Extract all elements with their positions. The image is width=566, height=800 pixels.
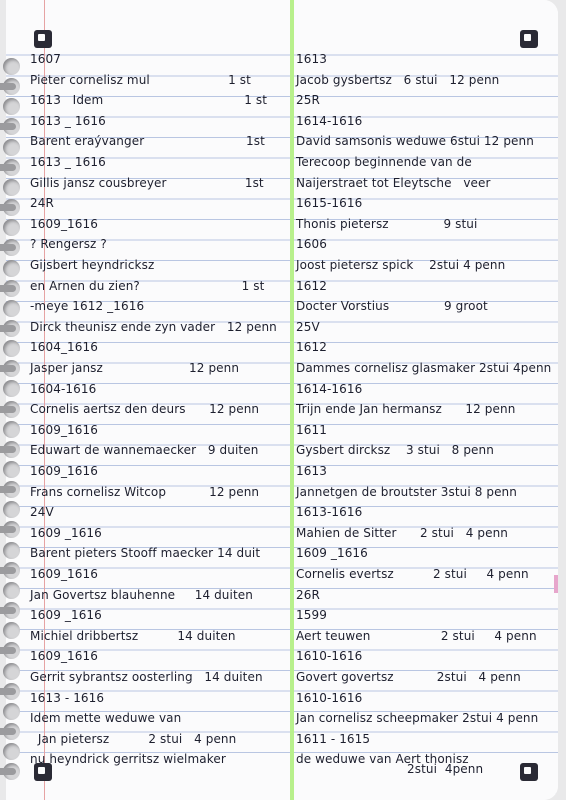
ledger-entry: Terecoop beginnende van de: [296, 155, 472, 169]
ledger-entry: Jasper jansz 12 penn: [30, 361, 240, 375]
center-green-divider: [290, 0, 294, 800]
ledger-entry: 24V: [30, 505, 54, 520]
ledger-entry: Dammes cornelisz glasmaker 2stui 4penn: [296, 361, 552, 375]
ledger-entry: 1609 _1616: [30, 525, 102, 540]
binder-ring-icon: [0, 768, 16, 775]
ledger-entry: 1609_1616: [30, 567, 98, 581]
binder-ring-icon: [0, 647, 16, 654]
ledger-entry: nu heyndrick gerritsz wielmaker: [30, 752, 226, 767]
binder-hole-icon: [3, 582, 20, 599]
ledger-entry: 1614-1616: [296, 113, 363, 128]
ledger-entry: Jan pietersz 2 stui 4 penn: [30, 731, 237, 746]
ledger-entry: Jan cornelisz scheepmaker 2stui 4 penn: [296, 711, 539, 726]
ledger-entry: David samsonis weduwe 6stui 12 penn: [296, 134, 534, 149]
ledger-entry: Docter Vorstius 9 groot: [296, 299, 488, 314]
ledger-entry: 1615-1616: [296, 196, 363, 211]
binder-ring-icon: [0, 285, 16, 292]
ledger-entry: Govert govertsz 2stui 4 penn: [296, 670, 521, 684]
binder-hole-icon: [3, 461, 20, 478]
ledger-entry: 1613 Idem 1 st: [30, 93, 268, 108]
ledger-entry: Jan Govertsz blauhenne 14 duiten: [30, 587, 253, 602]
ledger-entry: Gillis jansz cousbreyer 1st: [30, 175, 264, 190]
ledger-entry: 24R: [30, 196, 54, 211]
ledger-entry: Gerrit sybrantsz oosterling 14 duiten: [30, 670, 263, 684]
top-margin: [6, 0, 558, 50]
ledger-entry: 1611: [296, 422, 327, 437]
ledger-entry: 1609 _1616: [30, 608, 102, 623]
ledger-entry: Frans cornelisz Witcop 12 penn: [30, 484, 260, 499]
notebook-corner-mark-icon: [34, 30, 52, 48]
ledger-entry: 1612: [296, 340, 327, 355]
ledger-entry: 1613-1616: [296, 505, 363, 520]
binder-ring-icon: [0, 164, 16, 171]
ledger-entry: Joost pietersz spick 2stui 4 penn: [296, 258, 506, 272]
ledger-entry: 1613 - 1616: [30, 690, 105, 705]
ledger-entry: 25R: [296, 93, 320, 108]
ledger-entry: Michiel dribbertsz 14 duiten: [30, 628, 236, 643]
binder-hole-icon: [3, 663, 20, 680]
binder-ring-icon: [0, 446, 16, 453]
ledger-entry: 1613: [296, 464, 327, 478]
ledger-entry: 1612: [296, 278, 327, 293]
pink-page-tab: [554, 575, 558, 593]
ledger-entry: Aert teuwen 2 stui 4 penn: [296, 628, 537, 643]
ledger-entry: 1610-1616: [296, 690, 363, 705]
ledger-entry: 1606: [296, 237, 327, 252]
ledger-entry: ? Rengersz ?: [30, 237, 107, 252]
ledger-entry: Idem mette weduwe van: [30, 711, 182, 726]
ledger-entry: 1604-1616: [30, 381, 97, 396]
binder-hole-icon: [3, 300, 20, 317]
ledger-entry: 1611 - 1615: [296, 731, 371, 746]
ledger-entry: Gijsbert heyndricksz: [30, 258, 155, 272]
ledger-entry: Pieter cornelisz mul 1 st: [30, 72, 251, 87]
ledger-entry: Eduwart de wannemaecker 9 duiten: [30, 443, 259, 458]
ledger-entry: Dirck theunisz ende zyn vader 12 penn: [30, 319, 277, 334]
ledger-entry: 1614-1616: [296, 381, 363, 396]
ledger-entry: 1607: [30, 52, 61, 66]
ledger-entry: 1609_1616: [30, 216, 98, 231]
ledger-entry: Trijn ende Jan hermansz 12 penn: [296, 402, 516, 417]
binder-ring-icon: [0, 123, 16, 130]
binder-ring-icon: [0, 83, 16, 90]
ledger-entry: -meye 1612 _1616: [30, 299, 145, 314]
binder-ring-icon: [0, 607, 16, 614]
binder-ring-icon: [0, 325, 16, 332]
ledger-entry: 25V: [296, 319, 320, 334]
ledger-entry: Mahien de Sitter 2 stui 4 penn: [296, 525, 508, 540]
binder-ring-icon: [0, 244, 16, 251]
binder-ring-icon: [0, 728, 16, 735]
ledger-entry: Thonis pietersz 9 stui: [296, 216, 478, 231]
binder-ring-icon: [0, 486, 16, 493]
ledger-entry: 1609_1616: [30, 464, 98, 478]
binder-ring-icon: [0, 204, 16, 211]
binder-ring-icon: [0, 406, 16, 413]
ledger-entry: Naijerstraet tot Eleytsche veer: [296, 175, 491, 190]
binder-hole-icon: [3, 340, 20, 357]
binder-hole-icon: [3, 703, 20, 720]
ledger-entry: 1609 _1616: [296, 546, 368, 561]
binder-ring-icon: [0, 526, 16, 533]
ledger-entry: 1609_1616: [30, 649, 98, 664]
binder-hole-icon: [3, 421, 20, 438]
ledger-entry: Gysbert dircksz 3 stui 8 penn: [296, 443, 494, 458]
ledger-entry: en Arnen du zien? 1 st: [30, 278, 265, 293]
binder-hole-icon: [3, 743, 20, 760]
binder-hole-icon: [3, 542, 20, 559]
ledger-entry: Cornelis evertsz 2 stui 4 penn: [296, 567, 529, 581]
ledger-entry: 1613: [296, 52, 327, 66]
binder-ring-icon: [0, 688, 16, 695]
ledger-entry: 26R: [296, 587, 320, 602]
ledger-entry: 1604_1616: [30, 340, 98, 355]
binder-ring-icon: [0, 365, 16, 372]
notebook-corner-mark-icon: [520, 763, 538, 781]
binder-hole-icon: [3, 58, 20, 75]
binder-hole-icon: [3, 179, 20, 196]
ledger-entry: Barent eraývanger 1st: [30, 134, 265, 149]
ledger-entry: 1613 _ 1616: [30, 155, 106, 169]
binder-ring-icon: [0, 567, 16, 574]
binder-hole-icon: [3, 139, 20, 156]
ledger-entry: Cornelis aertsz den deurs 12 penn: [30, 402, 260, 417]
footer-amount: 2stui 4penn: [407, 762, 484, 776]
ledger-entry: Barent pieters Stooff maecker 14 duit: [30, 546, 261, 561]
ledger-entry: Jacob gysbertsz 6 stui 12 penn: [296, 72, 500, 87]
ledger-entry: 1610-1616: [296, 649, 363, 664]
ledger-entry: 1599: [296, 608, 327, 623]
ledger-entry: Jannetgen de broutster 3stui 8 penn: [296, 484, 517, 499]
binder-hole-icon: [3, 260, 20, 277]
ledger-entry: 1613 _ 1616: [30, 113, 106, 128]
ledger-entry: de weduwe van Aert thonisz: [296, 752, 469, 767]
ledger-entry: 1609_1616: [30, 422, 98, 437]
notebook-corner-mark-icon: [520, 30, 538, 48]
